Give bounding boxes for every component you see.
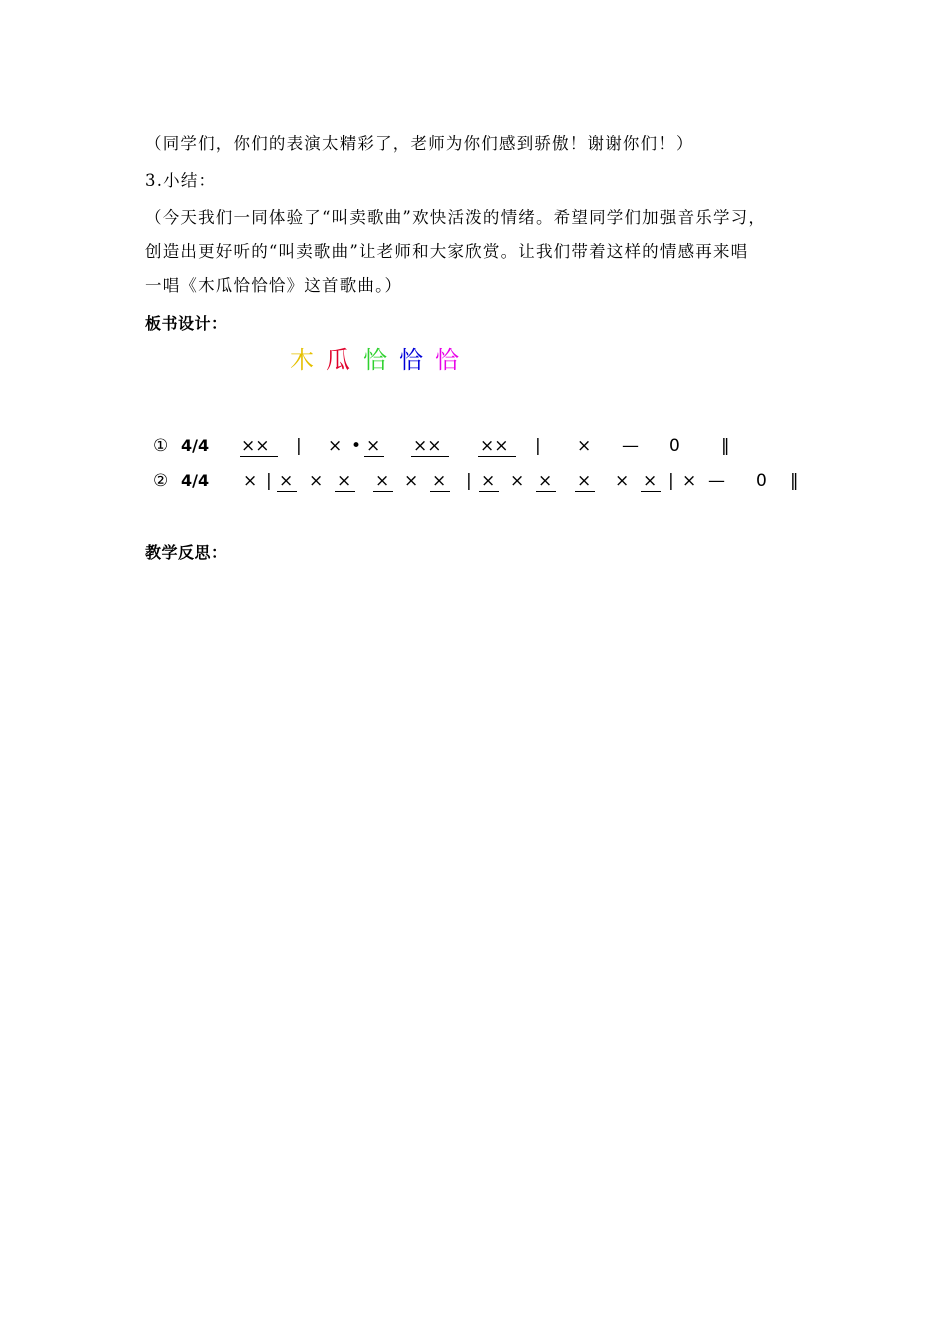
- beam-underline: [364, 456, 384, 457]
- summary-line-3: 一唱《木瓜恰恰恰》这首歌曲。）: [145, 276, 403, 295]
- title-char-4: 恰: [399, 346, 423, 374]
- barline: |: [535, 436, 541, 456]
- note: ×: [510, 471, 525, 491]
- rest: 0: [756, 471, 767, 491]
- beam-underline: [536, 491, 556, 492]
- note: ×: [577, 471, 592, 491]
- dash: —: [708, 471, 725, 491]
- summary-line-1: （今天我们一同体验了“叫卖歌曲”欢快活泼的情绪。希望同学们加强音乐学习，: [145, 208, 767, 227]
- note: ×: [328, 436, 343, 456]
- beam-underline: [240, 456, 278, 457]
- note: ×: [432, 471, 447, 491]
- teaching-reflection-label: 教学反思：: [145, 543, 228, 562]
- board-design-label: 板书设计：: [145, 314, 228, 333]
- note: ×: [481, 471, 496, 491]
- note: ×: [577, 436, 592, 456]
- note: ×: [309, 471, 324, 491]
- beam-underline: [479, 491, 499, 492]
- section-heading-summary: 3.小结：: [145, 171, 217, 190]
- beam-underline: [575, 491, 595, 492]
- note-group: ××: [413, 436, 442, 456]
- beam-underline: [373, 491, 393, 492]
- title-char-1: 木: [290, 346, 314, 374]
- time-signature-2: 4/4: [181, 471, 210, 490]
- note: ×: [682, 471, 697, 491]
- summary-line-2: 创造出更好听的“叫卖歌曲”让老师和大家欣赏。让我们带着这样的情感再来唱: [145, 242, 749, 261]
- note: ×: [538, 471, 553, 491]
- note-group: ××: [480, 436, 509, 456]
- dot: •: [351, 436, 362, 456]
- title-char-5: 恰: [435, 346, 459, 374]
- beam-underline: [335, 491, 355, 492]
- final-barline: ‖: [721, 436, 730, 456]
- note: ×: [337, 471, 352, 491]
- beam-underline: [478, 456, 516, 457]
- rhythm-row-1: [0, 434, 950, 460]
- title-char-3: 恰: [363, 346, 387, 374]
- barline: |: [466, 471, 472, 491]
- beam-underline: [430, 491, 450, 492]
- note: ×: [279, 471, 294, 491]
- note: ×: [243, 471, 258, 491]
- dash: —: [622, 436, 639, 456]
- barline: |: [668, 471, 674, 491]
- barline: |: [266, 471, 272, 491]
- rhythm-index-2: ②: [153, 471, 169, 491]
- note-group: ××: [241, 436, 270, 456]
- rhythm-row-2: [0, 469, 950, 495]
- beam-underline: [411, 456, 449, 457]
- rest: 0: [669, 436, 680, 456]
- beam-underline: [641, 491, 661, 492]
- note: ×: [615, 471, 630, 491]
- beam-underline: [277, 491, 297, 492]
- note: ×: [366, 436, 381, 456]
- final-barline: ‖: [790, 471, 799, 491]
- time-signature-1: 4/4: [181, 436, 210, 455]
- note: ×: [375, 471, 390, 491]
- note: ×: [404, 471, 419, 491]
- paragraph-praise: （同学们，你们的表演太精彩了，老师为你们感到骄傲！谢谢你们！）: [145, 134, 694, 153]
- title-char-2: 瓜: [326, 346, 350, 374]
- note: ×: [643, 471, 658, 491]
- rhythm-index-1: ①: [153, 436, 169, 456]
- barline: |: [296, 436, 302, 456]
